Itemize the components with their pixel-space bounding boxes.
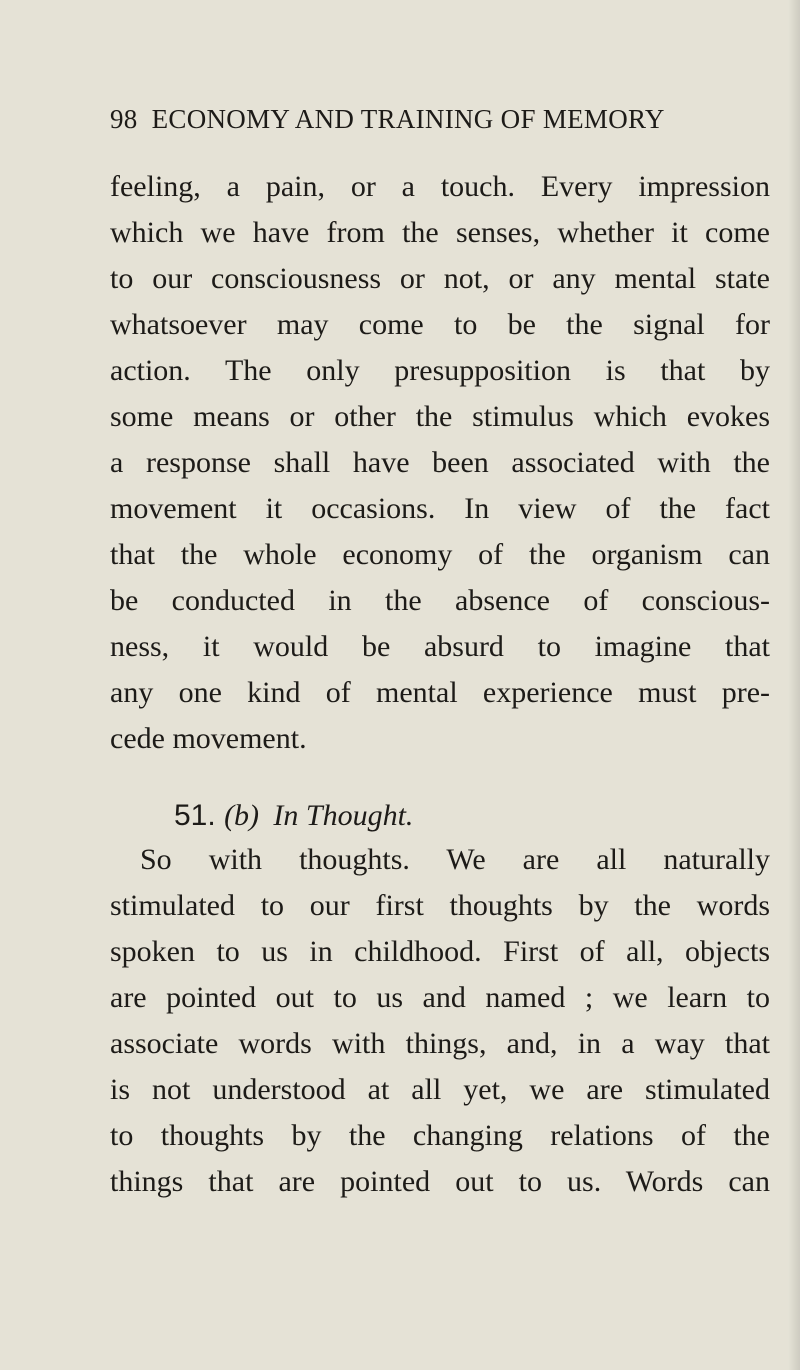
text-line: is not understood at all yet, we are stimulated <box>110 1073 770 1106</box>
text-line: spoken to us in childhood. First of all, objects <box>110 935 770 968</box>
text-line: be conducted in the absence of conscious- <box>110 584 770 617</box>
paragraph-1 <box>110 164 770 762</box>
text-line: to thoughts by the changing relations of the <box>110 1119 770 1152</box>
running-title: ECONOMY AND TRAINING OF MEMORY <box>151 104 665 134</box>
text-line: action. The only presupposition is that by <box>110 354 770 387</box>
text-line: things that are pointed out to us. Words can <box>110 1165 770 1198</box>
text-line: feeling, a pain, or a touch. Every impression <box>110 170 770 203</box>
running-header <box>110 104 750 135</box>
page-edge-shadow <box>788 0 800 1370</box>
text-line: cede movement. <box>110 722 307 755</box>
text-line: which we have from the senses, whether it come <box>110 216 770 249</box>
text-line: that the whole economy of the organism can <box>110 538 770 571</box>
text-line: stimulated to our first thoughts by the words <box>110 889 770 922</box>
text-line: are pointed out to us and named ; we learn to <box>110 981 770 1014</box>
text-line: a response shall have been associated with the <box>110 446 770 479</box>
page-number: 98 <box>110 104 138 134</box>
section-number: 51. <box>174 799 216 832</box>
text-line: movement it occasions. In view of the fact <box>110 492 770 525</box>
paragraph-2 <box>110 837 770 1205</box>
text-line: ness, it would be absurd to imagine that <box>110 630 770 663</box>
text-line: associate words with things, and, in a way that <box>110 1027 770 1060</box>
text-line: So with thoughts. We are all naturally <box>140 843 770 876</box>
section-title: In Thought. <box>273 799 414 832</box>
text-line: whatsoever may come to be the signal for <box>110 308 770 341</box>
text-line: to our consciousness or not, or any mental state <box>110 262 770 295</box>
text-line: any one kind of mental experience must pre- <box>110 676 770 709</box>
section-heading <box>174 793 734 839</box>
section-label: (b) <box>224 799 260 832</box>
text-line: some means or other the stimulus which evokes <box>110 400 770 433</box>
